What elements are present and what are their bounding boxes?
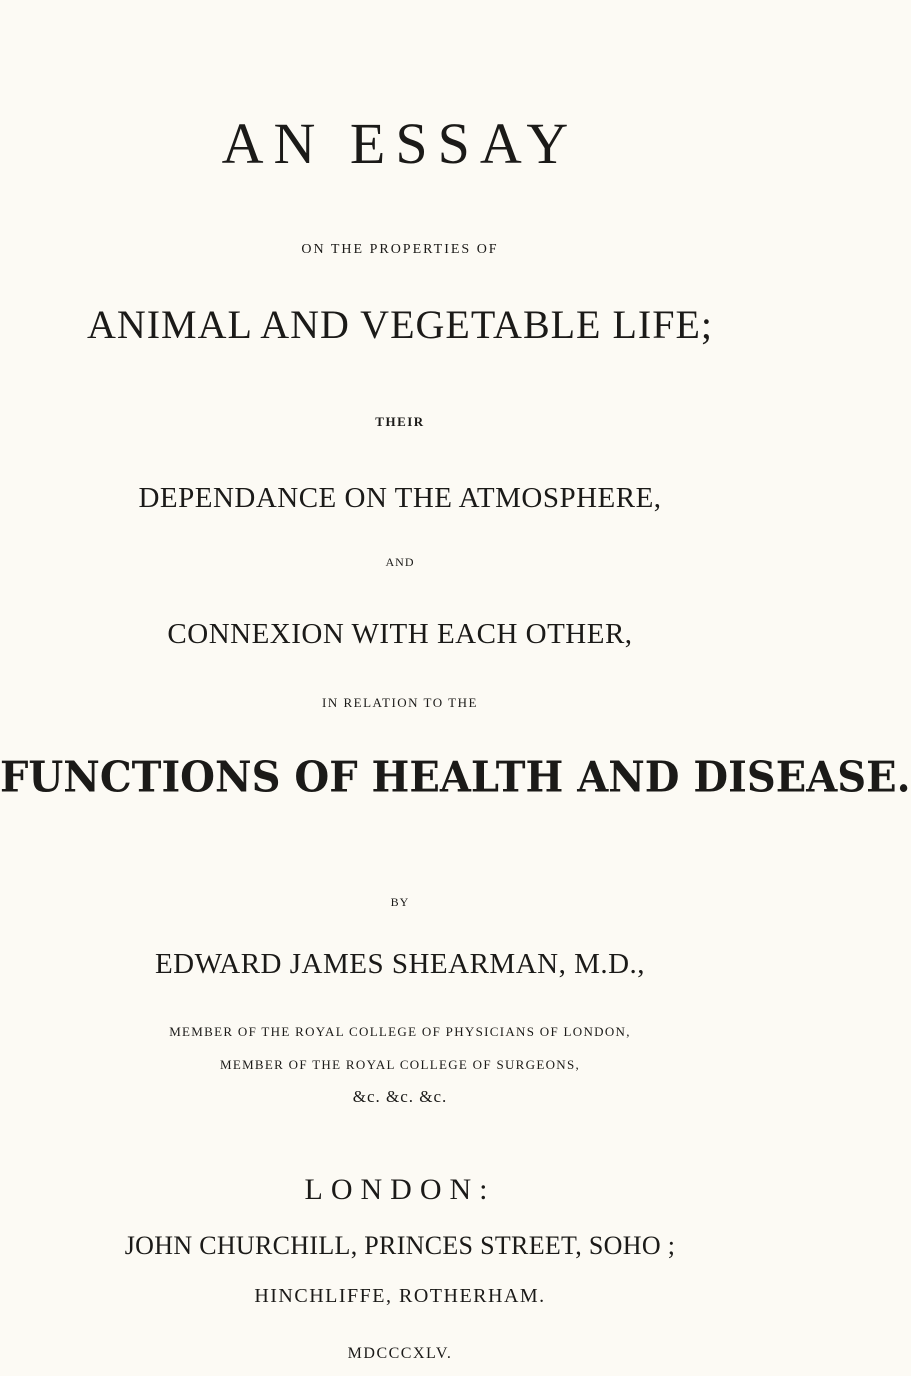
connexion-line: CONNEXION WITH EACH OTHER, <box>167 618 633 650</box>
subject-line: ANIMAL AND VEGETABLE LIFE; <box>86 302 714 347</box>
dependance-line: DEPENDANCE ON THE ATMOSPHERE, <box>138 482 662 514</box>
relation-line: IN RELATION TO THE <box>322 695 478 710</box>
publication-year: MDCCCXLV. <box>347 1345 453 1362</box>
author-name: EDWARD JAMES SHEARMAN, M.D., <box>154 948 646 980</box>
etc-line: &c. &c. &c. <box>352 1087 448 1106</box>
publisher-churchill: JOHN CHURCHILL, PRINCES STREET, SOHO ; <box>124 1231 676 1260</box>
publisher-hinchliffe: HINCHLIFFE, ROTHERHAM. <box>254 1285 546 1307</box>
credential-physicians: MEMBER OF THE ROYAL COLLEGE OF PHYSICIANS OF LONDON, <box>169 1024 631 1039</box>
essay-title: AN ESSAY <box>221 111 579 176</box>
functions-line: FUNCTIONS OF HEALTH AND DISEASE. <box>0 752 911 803</box>
their-line: THEIR <box>375 414 425 429</box>
preposition-line: ON THE PROPERTIES OF <box>301 242 499 257</box>
and-line: AND <box>385 555 415 569</box>
credential-surgeons: MEMBER OF THE ROYAL COLLEGE OF SURGEONS, <box>219 1057 581 1072</box>
by-line: BY <box>390 895 410 909</box>
imprint-city: LONDON: <box>304 1173 496 1206</box>
